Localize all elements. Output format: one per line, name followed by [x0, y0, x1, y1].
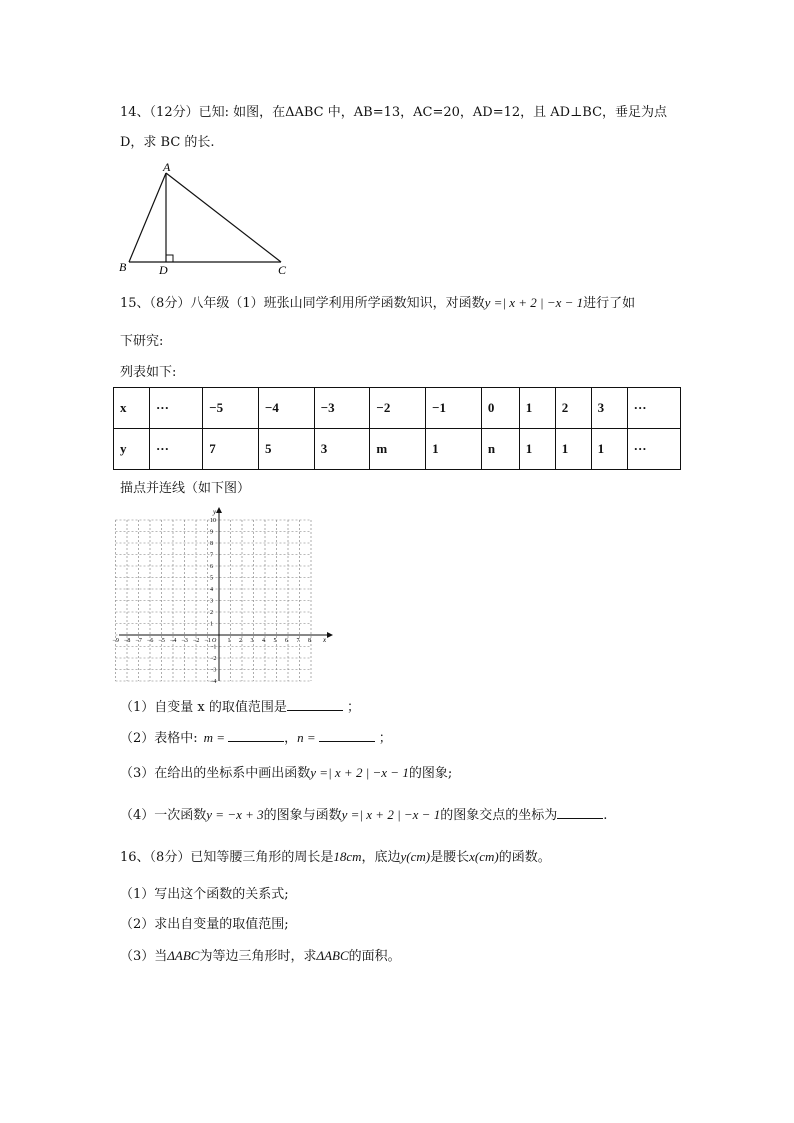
x-tick-label: 7 [296, 638, 300, 644]
q16-sub3-triangle-1: ΔABC [167, 948, 200, 963]
q16-intro-b: ，底边 [361, 850, 401, 865]
q15-sub2-comma: ， [284, 731, 298, 746]
answer-blank-m[interactable] [228, 729, 284, 742]
y-tick-label: 8 [210, 541, 213, 547]
q15-sub4-suffix: 的图象交点的坐标为 [440, 808, 558, 823]
label-c: C [278, 263, 287, 277]
y-tick-label: 10 [210, 518, 216, 524]
n-symbol: n = [297, 730, 316, 745]
y-tick-label: −2 [210, 656, 217, 662]
q16-sub3-b: 为等边三角形时，求 [199, 949, 317, 964]
y-tick-label: 7 [210, 552, 213, 559]
q15-sub2-end: ； [378, 731, 392, 746]
q16-sub3-triangle-2: ΔABC [316, 948, 349, 963]
table-row-x [114, 388, 681, 429]
q15-intro-suffix: 进行了如 [583, 296, 636, 311]
y-tick-label: 3 [210, 598, 213, 605]
table-cell: 1 [519, 388, 555, 429]
y-axis-arrow [216, 507, 222, 513]
y-tick-label: 5 [210, 575, 213, 582]
answer-blank-range[interactable] [287, 698, 343, 711]
q14-triangle-figure [110, 160, 300, 278]
table-cell: 3 [314, 429, 370, 470]
q16-sub1: （1）写出这个函数的关系式; [120, 887, 289, 902]
table-cell: 3 [591, 388, 627, 429]
table-cell: n [481, 429, 519, 470]
table-cell: m [370, 429, 426, 470]
table-cell: −1 [426, 388, 482, 429]
q15-intro-line1 [120, 294, 635, 313]
q15-intro-prefix: 15、（8分）八年级（1）班张山同学利用所学函数知识，对函数 [120, 296, 485, 311]
x-tick-label: 5 [273, 638, 277, 644]
y-tick-label: 4 [210, 587, 213, 593]
y-tick-label: 1 [210, 621, 213, 628]
q15-sub1 [120, 698, 360, 717]
table-cell: 1 [555, 429, 591, 470]
y-tick-label: −4 [210, 679, 217, 685]
q16-intro-c: 是腰长 [430, 850, 470, 865]
x-tick-label: −7 [135, 638, 142, 644]
q16-sub2: （2）求出自变量的取值范围; [120, 917, 289, 932]
x-tick-label: −3 [181, 638, 188, 644]
y-axis-label: y [213, 508, 217, 516]
table-cell: −4 [258, 388, 314, 429]
q15-value-table [113, 387, 681, 470]
q15-sub2 [120, 729, 392, 748]
origin-label: O [212, 638, 217, 644]
q16-x-expr: x(cm) [469, 849, 499, 864]
table-cell: 7 [203, 429, 259, 470]
table-cell: ··· [627, 429, 680, 470]
table-cell: −2 [370, 388, 426, 429]
table-cell: x [114, 388, 150, 429]
q15-sub3 [120, 764, 452, 783]
x-tick-label: −4 [170, 638, 177, 644]
q15-sub3-expr: y =| x + 2 | −x − 1 [310, 765, 409, 780]
q15-sub4-prefix: （4）一次函数 [120, 808, 207, 823]
q16-y-expr: y(cm) [400, 849, 431, 864]
q15-sub4-expr2: y =| x + 2 | −x − 1 [341, 807, 441, 822]
q15-sub3-prefix: （3）在给出的坐标系中画出函数 [120, 766, 311, 781]
table-cell: 1 [519, 429, 555, 470]
q15-sub1-end: ； [347, 700, 361, 715]
table-cell: ··· [627, 388, 680, 429]
q16-sub3-c: 的面积。 [348, 949, 401, 964]
q15-function-expr: y =| x + 2 | −x − 1 [484, 295, 584, 310]
q15-sub1-text: （1）自变量 x 的取值范围是 [120, 700, 287, 715]
table-cell: 1 [426, 429, 482, 470]
q15-sub3-suffix: 的图象; [408, 766, 453, 781]
q16-intro-d: 的函数。 [498, 850, 551, 865]
x-tick-label: 3 [250, 638, 254, 644]
y-tick-label: 6 [210, 564, 213, 570]
q16-perimeter: 18cm [333, 849, 362, 864]
table-cell: 0 [481, 388, 519, 429]
q15-sub4-end: . [603, 808, 608, 823]
q15-table-caption: 列表如下: [120, 365, 177, 380]
y-tick-label: 9 [210, 529, 213, 536]
q15-coordinate-grid [112, 505, 340, 685]
q15-plot-caption: 描点并连线（如下图） [120, 481, 251, 496]
x-tick-label: −2 [193, 638, 200, 644]
y-tick-label: −1 [210, 644, 217, 651]
table-cell: ··· [149, 388, 202, 429]
q15-sub4-expr1: y = −x + 3 [206, 807, 264, 822]
label-d: D [159, 263, 168, 277]
q14-line1: 14、（12分）已知: 如图，在ΔABC 中，AB=13，AC=20，AD=12，且 AD⊥BC，垂足为点 [120, 105, 668, 120]
x-tick-label: −5 [158, 638, 165, 644]
table-cell: y [114, 429, 150, 470]
x-tick-label: −6 [147, 638, 154, 644]
q15-sub2-text: （2）表格中: [120, 731, 198, 746]
q15-intro-line2: 下研究: [120, 334, 164, 349]
answer-blank-intersection[interactable] [557, 806, 603, 819]
label-b: B [119, 260, 127, 274]
q15-sub4-mid: 的图象与函数 [263, 808, 342, 823]
right-angle-mark [166, 255, 173, 262]
label-a: A [163, 160, 171, 174]
x-tick-label: 1 [227, 638, 231, 644]
side-ab [129, 173, 166, 262]
x-tick-label: 6 [285, 638, 288, 644]
table-cell: −5 [203, 388, 259, 429]
x-tick-label: 4 [262, 638, 265, 644]
x-tick-label: −1 [204, 638, 211, 644]
table-cell: −3 [314, 388, 370, 429]
table-cell: 1 [591, 429, 627, 470]
q16-sub3-a: （3）当 [120, 949, 168, 964]
table-cell: 2 [555, 388, 591, 429]
m-symbol: m = [203, 730, 226, 745]
side-ac [166, 173, 281, 262]
x-tick-label: −8 [124, 638, 131, 644]
y-tick-label: 2 [210, 610, 213, 616]
table-cell: 5 [258, 429, 314, 470]
x-axis-label: x [323, 636, 327, 644]
q15-sub4 [120, 806, 607, 825]
table-row-y [114, 429, 681, 470]
y-tick-label: −3 [210, 667, 217, 674]
q16-intro [120, 848, 551, 867]
x-tick-label: −9 [112, 638, 119, 644]
answer-blank-n[interactable] [319, 729, 375, 742]
q14-line2: D，求 BC 的长. [120, 135, 215, 150]
x-tick-label: 8 [308, 638, 311, 644]
q16-sub3 [120, 947, 401, 966]
x-tick-label: 2 [239, 638, 242, 644]
x-axis-arrow [327, 632, 333, 638]
table-cell: ··· [149, 429, 202, 470]
q16-intro-a: 16、（8分）已知等腰三角形的周长是 [120, 850, 334, 865]
